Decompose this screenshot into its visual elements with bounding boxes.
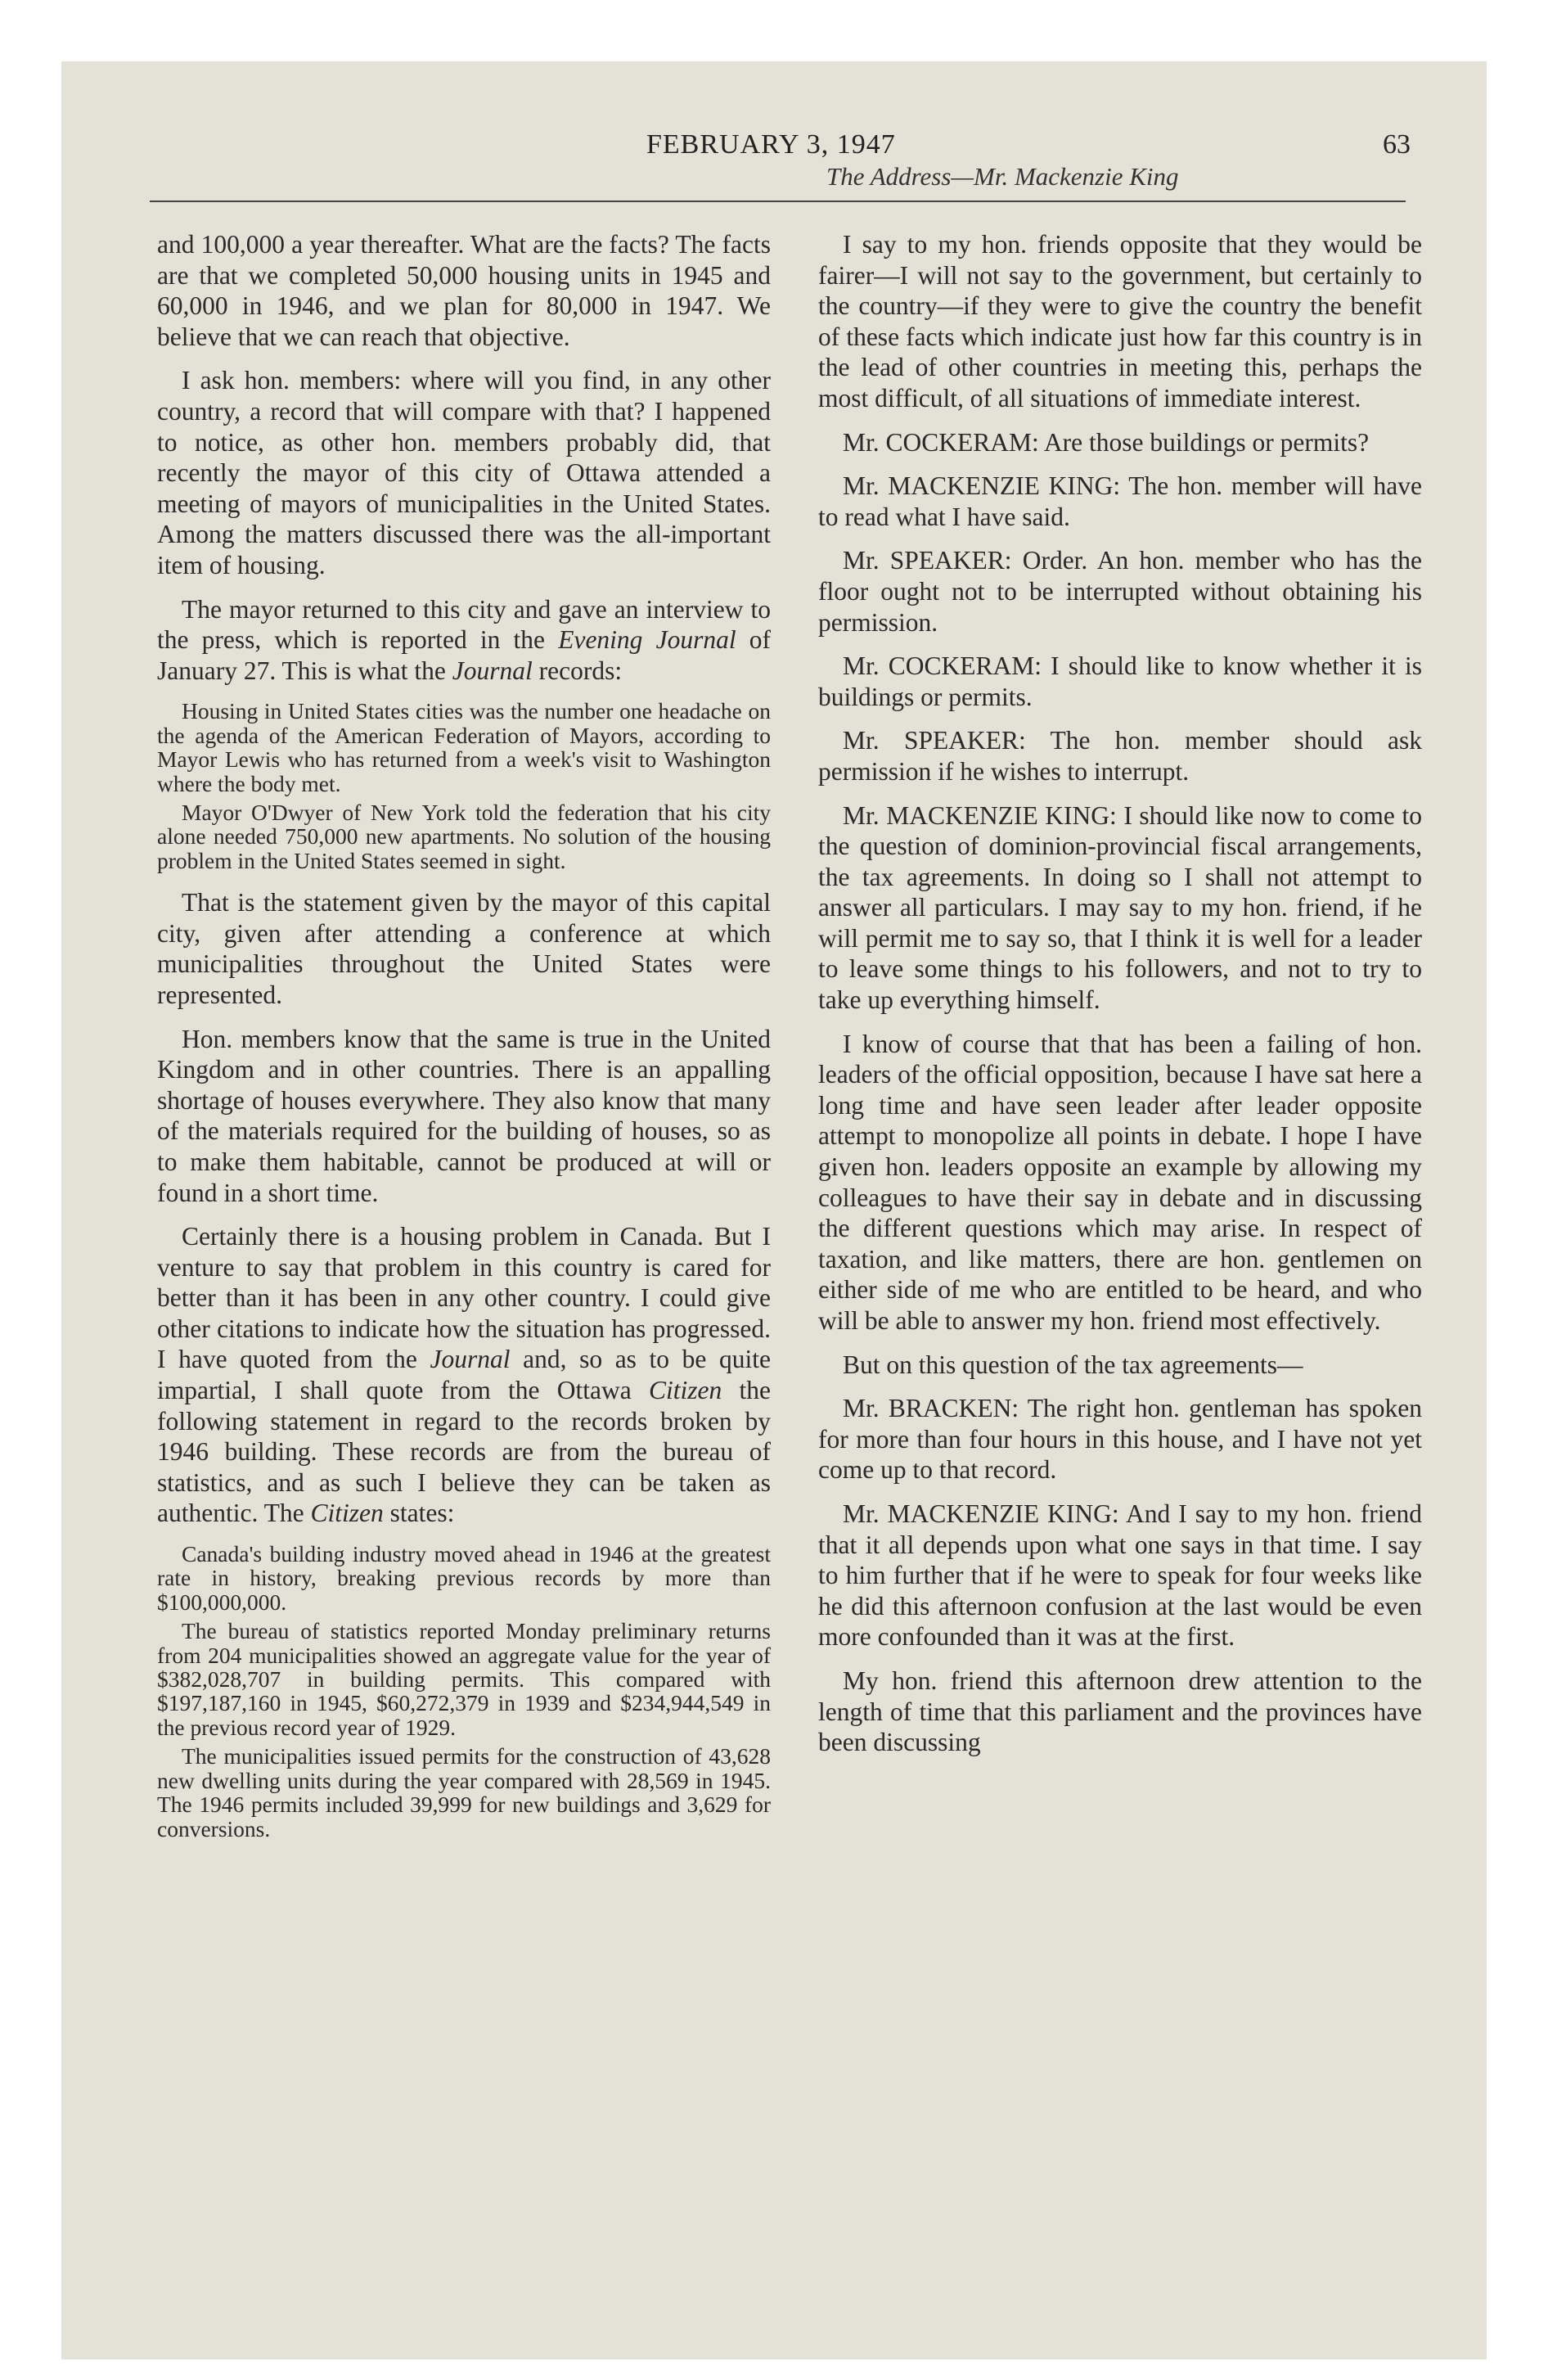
speaker-bracken: Mr. BRACKEN: The right hon. gentleman has spoken for more than four hours in this house, and I have not yet come up to that record. xyxy=(818,1394,1422,1485)
paragraph: The mayor returned to this city and gave an interview to the press, which is reported in the Evening Journal of January 27. This is what the Journal records: xyxy=(157,594,772,685)
quote-paragraph: Housing in United States cities was the number one headache on the agenda of the American Federation of Mayors, according to Mayor Lewis who has returned from a week's visit to Washington where the body met. xyxy=(157,698,771,796)
paragraph: But on this question of the tax agreements— xyxy=(843,1350,1303,1379)
quotation-citizen xyxy=(157,1542,771,1841)
right-column xyxy=(818,229,1422,1771)
speaker-mackenzie-king: Mr. MACKENZIE KING: And I say to my hon. friend that it all depends upon what one says in that time. I say to him further that if he were to speak for four weeks like he did this afternoon confusion at the last would be even more confounded than it was at the first. xyxy=(818,1499,1422,1652)
page-number: 63 xyxy=(1383,129,1411,160)
paragraph: That is the statement given by the mayor of this capital city, given after attending a conference at which municipalities throughout the United States were represented. xyxy=(157,888,771,1009)
paragraph: I say to my hon. friends opposite that they would be fairer—I will not say to the government, but certainly to the country—if they were to give the country the benefit of these facts which indicate just how far this country is in the lead of other countries in meeting this, perhaps the most difficult, of all situations of immediate interest. xyxy=(818,230,1422,412)
quote-paragraph: The municipalities issued permits for the construction of 43,628 new dwelling units during the year compared with 28,569 in 1945. The 1946 permits included 39,999 for new buildings and 3,629 for conversions. xyxy=(157,1743,771,1841)
header-date: FEBRUARY 3, 1947 xyxy=(646,129,896,160)
speaker-mackenzie-king: Mr. MACKENZIE KING: The hon. member will have to read what I have said. xyxy=(818,471,1422,531)
quote-paragraph: Mayor O'Dwyer of New York told the federation that his city alone needed 750,000 new apartments. No solution of the housing problem in the United States seemed in sight. xyxy=(157,799,771,873)
quotation-journal xyxy=(157,699,771,872)
speaker-speaker: Mr. SPEAKER: Order. An hon. member who has the floor ought not to be interrupted without obtaining his permission. xyxy=(818,546,1422,637)
header-rule xyxy=(150,201,1406,202)
paragraph: I ask hon. members: where will you find, in any other country, a record that will compare with that? I happened to notice, as other hon. members probably did, that recently the mayor of this city of Ottawa attended a meeting of mayors of municipalities in the United States. Among the matters discussed there was the all-important item of housing. xyxy=(157,366,771,579)
paragraph: I know of course that that has been a failing of hon. leaders of the official opposition, because I have sat here a long time and have seen leader after leader opposite attempt to monopolize all points in debate. I hope I have given hon. leaders opposite an example by allowing my colleagues to have their say in debate and in discussing the different questions which may arise. In respect of taxation, and like matters, there are hon. gentlemen on either side of me who are entitled to be heard, and who will be able to answer my hon. friend most effectively. xyxy=(818,1029,1422,1335)
paragraph: My hon. friend this afternoon drew attention to the length of time that this parliament and the provinces have been discussing xyxy=(818,1666,1422,1757)
quote-paragraph: The bureau of statistics reported Monday preliminary returns from 204 municipalities showed an aggregate value for the year of $382,028,707 in building permits. This compared with $197,187,160 in 1945, $60,272,379 in 1939 and $234,944,549 in the previous record year of 1929. xyxy=(157,1618,771,1740)
left-column xyxy=(157,229,771,1855)
paragraph: Hon. members know that the same is true in the United Kingdom and in other countries. There is an appalling shortage of houses everywhere. They also know that many of the materials required for the building of houses, so as to make them habitable, cannot be produced at will or found in a short time. xyxy=(157,1024,771,1207)
speaker-speaker: Mr. SPEAKER: The hon. member should ask permission if he wishes to interrupt. xyxy=(818,726,1422,786)
speaker-cockeram: Mr. COCKERAM: Are those buildings or permits? xyxy=(843,427,1370,457)
paragraph: Certainly there is a housing problem in Canada. But I venture to say that problem in this country is cared for better than it has been in any other country. I could give other citations to indicate how the situation has progressed. I have quoted from the Journal and, so as to be quite impartial, I shall quote from the Ottawa Citizen the following statement in regard to the records broken by 1946 building. These records are from the bureau of statistics, and as such I believe they can be taken as authentic. The Citizen states: xyxy=(157,1222,772,1528)
speaker-cockeram: Mr. COCKERAM: I should like to know whether it is buildings or permits. xyxy=(818,651,1422,711)
speaker-mackenzie-king: Mr. MACKENZIE KING: I should like now to come to the question of dominion-provincial fiscal arrangements, the tax agreements. In doing so I shall not attempt to answer all particulars. I may say to my hon. friend, if he will permit me to say so, that I think it is well for a leader to leave some things to his followers, and not to try to take up everything himself. xyxy=(818,800,1422,1015)
paragraph: and 100,000 a year thereafter. What are the facts? The facts are that we completed 50,000 housing units in 1945 and 60,000 in 1946, and we plan for 80,000 in 1947. We believe that we can reach that objective. xyxy=(157,230,771,351)
header-subtitle: The Address—Mr. Mackenzie King xyxy=(826,162,1179,191)
quote-paragraph: Canada's building industry moved ahead in 1946 at the greatest rate in history, breaking previous records by more than $100,000,000. xyxy=(157,1541,771,1615)
